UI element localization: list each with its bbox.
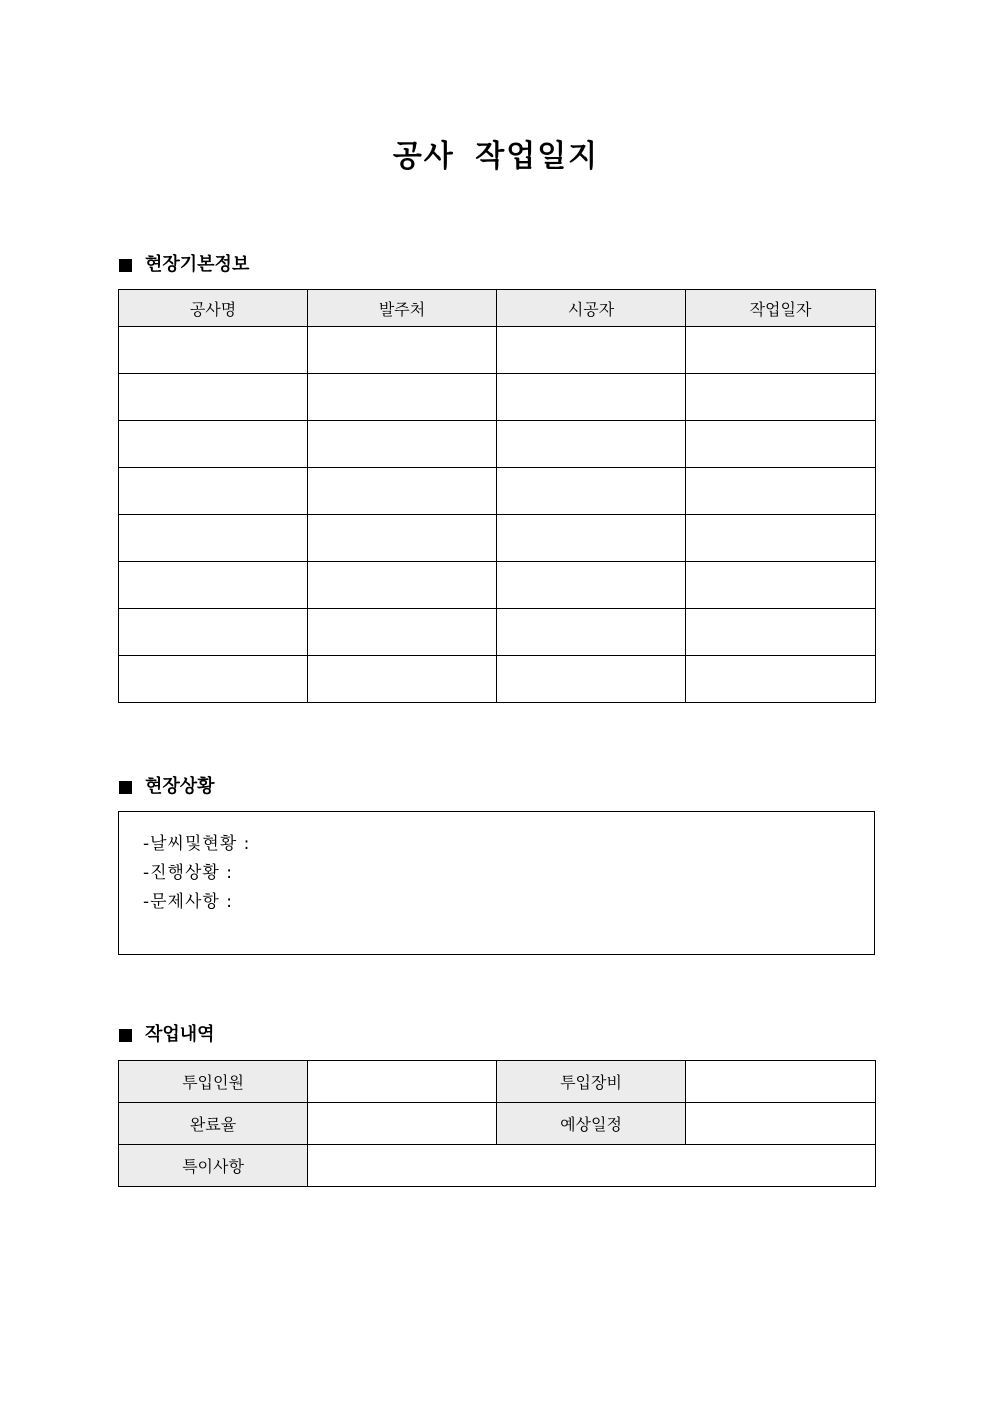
table-row	[119, 327, 876, 374]
status-line-weather: -날씨및현황 :	[143, 834, 251, 854]
table-cell[interactable]	[119, 374, 308, 421]
table-row	[119, 562, 876, 609]
column-header-client: 발주처	[308, 290, 497, 327]
value-completion-rate[interactable]	[308, 1103, 497, 1145]
table-cell[interactable]	[497, 515, 686, 562]
label-expected-schedule: 예상일정	[497, 1103, 686, 1145]
value-expected-schedule[interactable]	[686, 1103, 876, 1145]
table-cell[interactable]	[497, 609, 686, 656]
table-cell[interactable]	[119, 327, 308, 374]
value-equipment[interactable]	[686, 1061, 876, 1103]
table-cell[interactable]	[119, 515, 308, 562]
table-cell[interactable]	[686, 468, 876, 515]
table-row	[119, 421, 876, 468]
table-cell[interactable]	[686, 327, 876, 374]
table-cell[interactable]	[308, 515, 497, 562]
table-row	[119, 1103, 876, 1145]
table-cell[interactable]	[497, 374, 686, 421]
table-cell[interactable]	[308, 327, 497, 374]
column-header-work-date: 작업일자	[686, 290, 876, 327]
label-completion-rate: 완료율	[119, 1103, 308, 1145]
section-heading-label: 현장기본정보	[145, 254, 250, 275]
section-heading-site-info	[119, 252, 249, 278]
table-row	[119, 609, 876, 656]
section-heading-label: 현장상황	[145, 776, 215, 797]
status-line-issues: -문제사항 :	[143, 892, 233, 912]
table-row	[119, 374, 876, 421]
section-heading-work-details	[119, 1022, 215, 1048]
label-remarks: 특이사항	[119, 1145, 308, 1187]
table-cell[interactable]	[686, 562, 876, 609]
table-row	[119, 656, 876, 703]
table-cell[interactable]	[497, 468, 686, 515]
label-equipment: 투입장비	[497, 1061, 686, 1103]
column-header-project-name: 공사명	[119, 290, 308, 327]
table-row	[119, 515, 876, 562]
table-cell[interactable]	[497, 421, 686, 468]
table-cell[interactable]	[686, 515, 876, 562]
document-title: 공사 작업일지	[392, 139, 600, 174]
label-personnel: 투입인원	[119, 1061, 308, 1103]
table-cell[interactable]	[308, 656, 497, 703]
table-cell[interactable]	[686, 374, 876, 421]
table-cell[interactable]	[308, 468, 497, 515]
table-cell[interactable]	[308, 562, 497, 609]
table-cell[interactable]	[497, 656, 686, 703]
table-cell[interactable]	[119, 421, 308, 468]
table-cell[interactable]	[497, 327, 686, 374]
table-row	[119, 1145, 876, 1187]
status-line-progress: -진행상황 :	[143, 863, 233, 883]
table-row	[119, 1061, 876, 1103]
table-header-row	[119, 290, 876, 327]
table-cell[interactable]	[686, 656, 876, 703]
site-info-table	[118, 289, 876, 703]
square-bullet-icon	[119, 1029, 132, 1042]
table-cell[interactable]	[497, 562, 686, 609]
table-cell[interactable]	[119, 468, 308, 515]
table-cell[interactable]	[308, 609, 497, 656]
section-heading-label: 작업내역	[145, 1024, 215, 1045]
table-cell[interactable]	[119, 562, 308, 609]
column-header-contractor: 시공자	[497, 290, 686, 327]
table-cell[interactable]	[308, 374, 497, 421]
value-personnel[interactable]	[308, 1061, 497, 1103]
table-row	[119, 468, 876, 515]
section-heading-site-status	[119, 774, 215, 800]
table-cell[interactable]	[119, 609, 308, 656]
table-cell[interactable]	[308, 421, 497, 468]
table-cell[interactable]	[119, 656, 308, 703]
site-status-box[interactable]	[118, 811, 875, 955]
table-cell[interactable]	[686, 609, 876, 656]
square-bullet-icon	[119, 259, 132, 272]
table-cell[interactable]	[686, 421, 876, 468]
work-details-table	[118, 1060, 876, 1187]
square-bullet-icon	[119, 781, 132, 794]
value-remarks[interactable]	[308, 1145, 876, 1187]
